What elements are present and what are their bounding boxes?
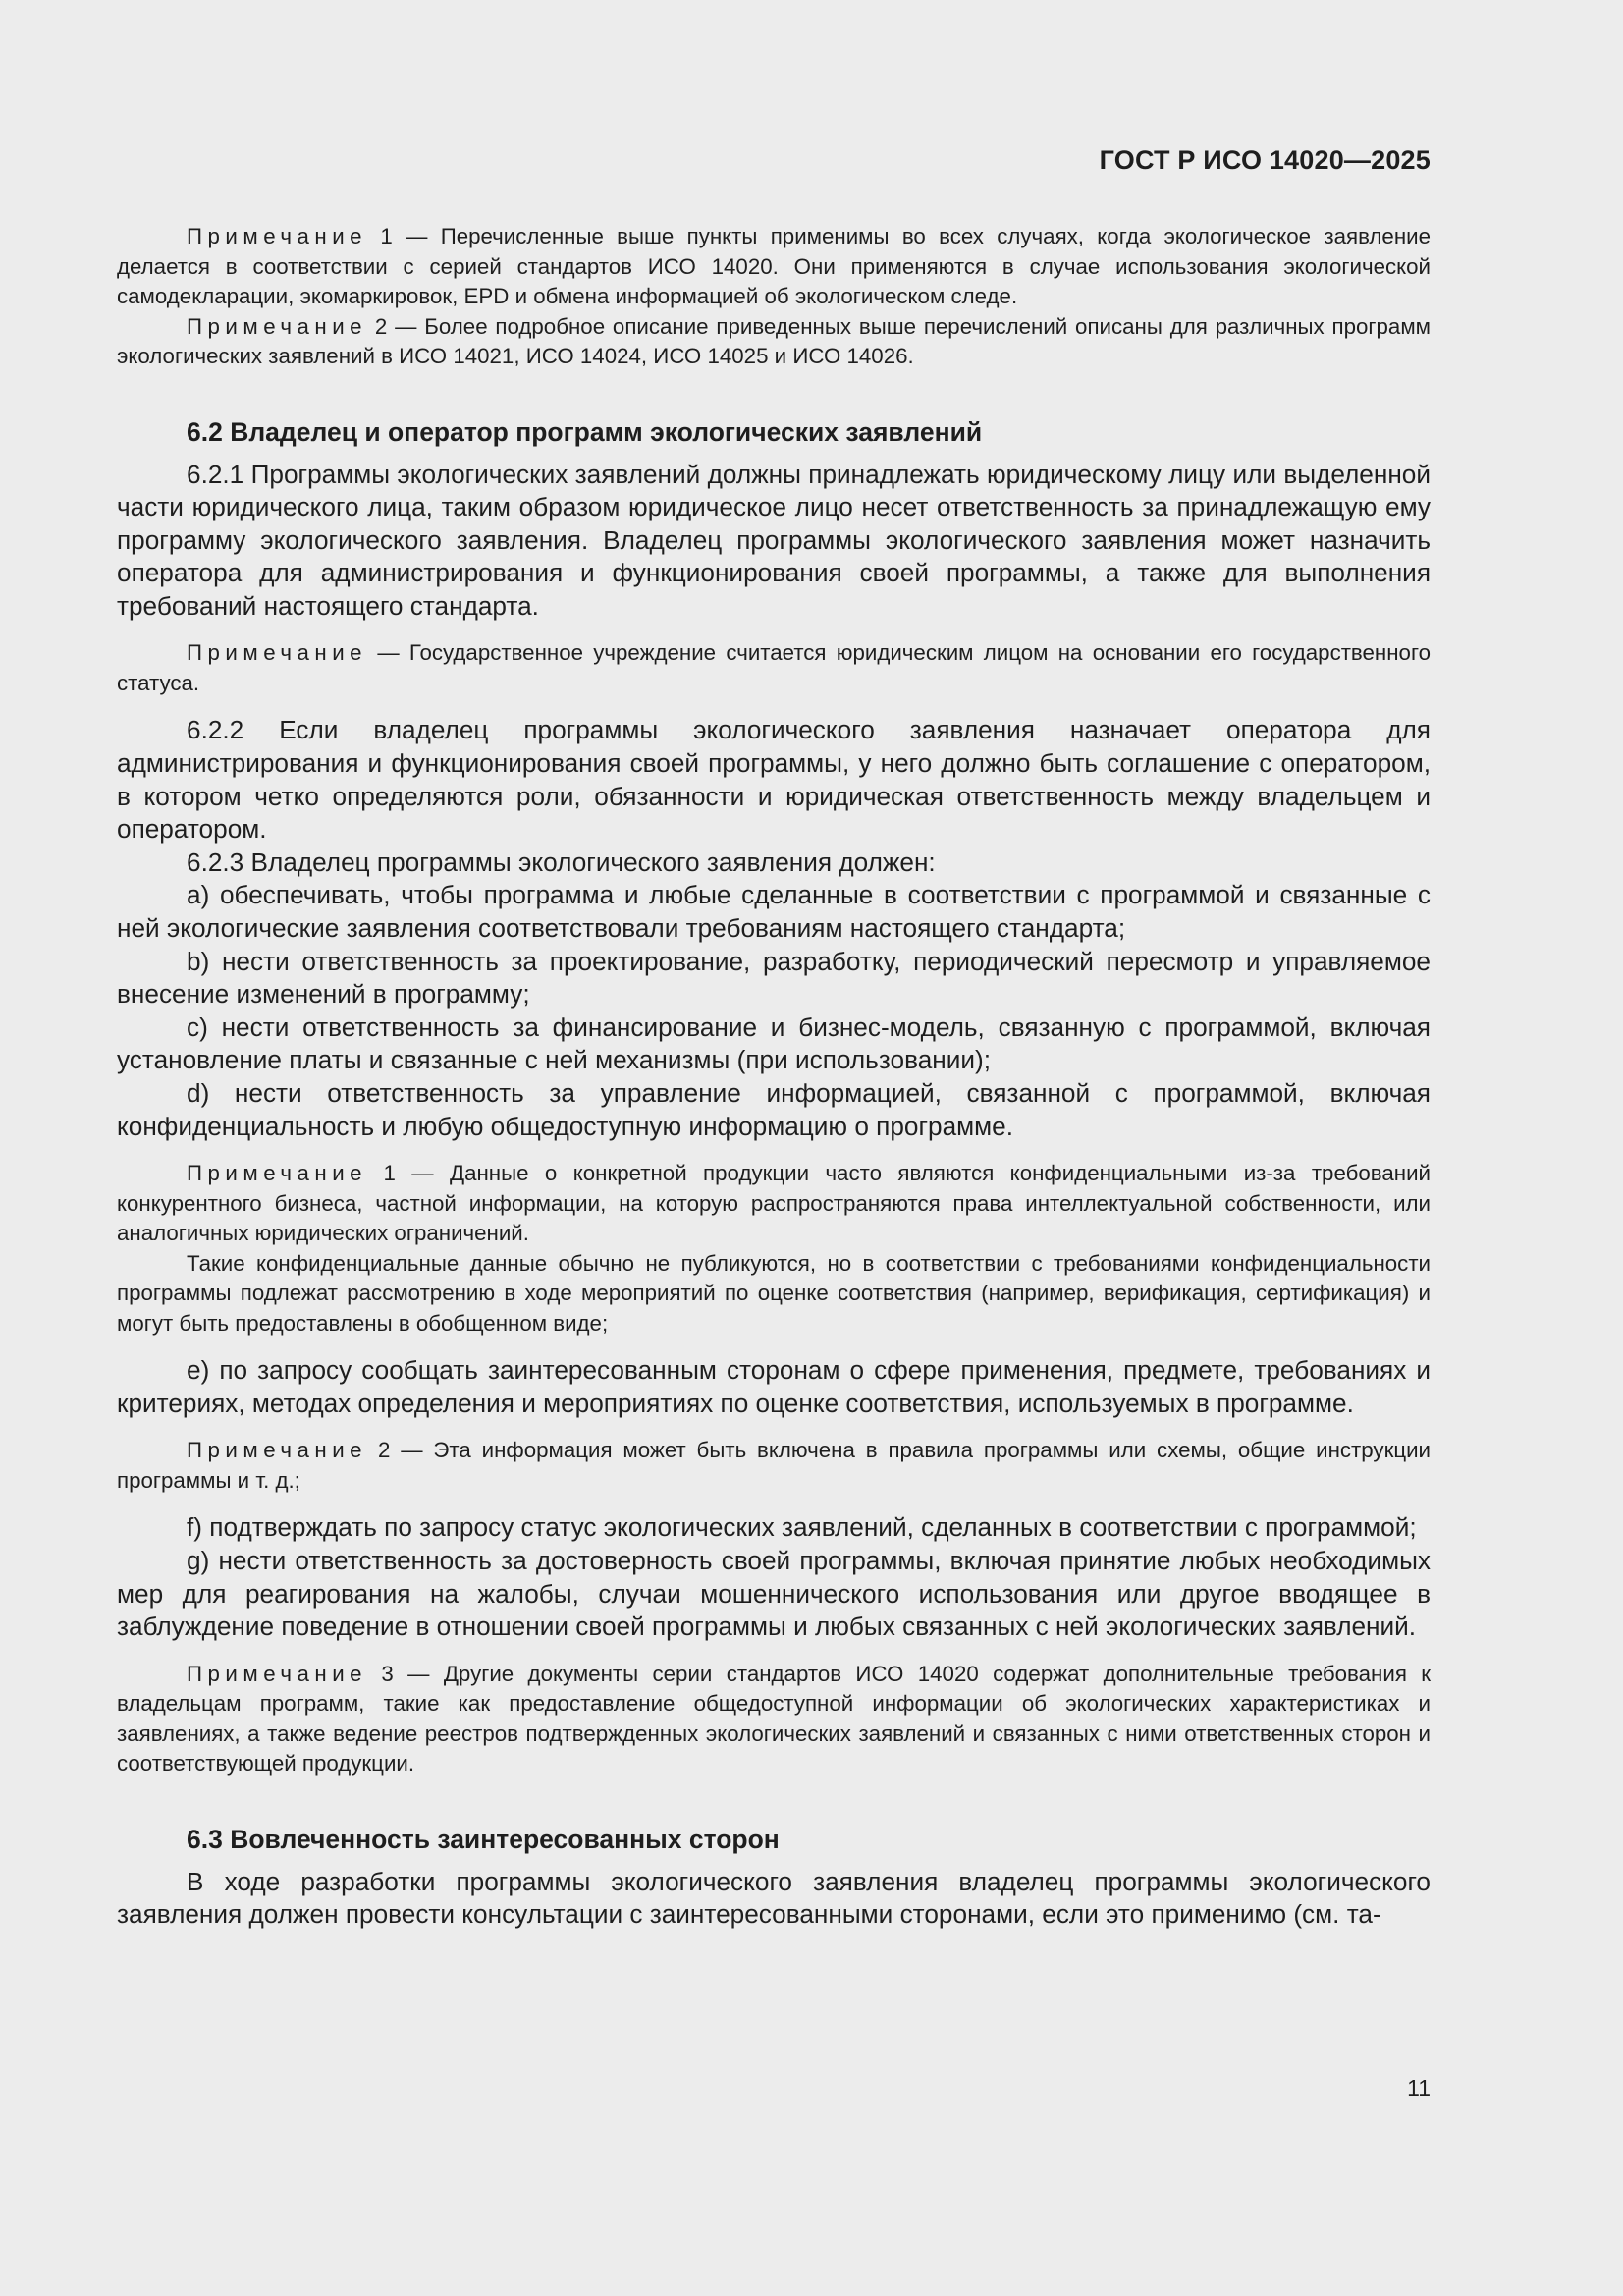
- note-top-2: [117, 312, 1431, 372]
- list-item-e: e) по запросу сообщать заинтересованным сторонам о сфере применения, предмете, требованиях и критериях, методах определения и мероприятиях по оценке соответствия, используемых в программе.: [117, 1355, 1431, 1418]
- note-number: 2: [374, 313, 388, 339]
- note-text: — Другие документы серии стандартов ИСО 14020 содержат дополнительные требования к владельцам программ, такие как предоставление общедоступной информации об экологических характеристиках и заявлениях, а также ведение реестров подтвержденных экологических заявлений и связанных с ними ответственных сторон и соответствующей продукции.: [117, 1661, 1431, 1777]
- note-6-2-3-1: [117, 1159, 1431, 1249]
- paragraph-6-2-1: 6.2.1 Программы экологических заявлений должны принадлежать юридическому лицу или выделенной части юридического лица, таким образом юридическое лицо несет ответственность за принадлежащую ему программу экологического заявления. Владелец программы экологического заявления может назначить оператора для администрирования и функционирования своей программы, а также для выполнения требований настоящего стандарта.: [117, 459, 1431, 621]
- list-item-a: a) обеспечивать, чтобы программа и любые сделанные в соответствии с программой и связанные с ней экологические заявления соответствовали требованиям настоящего стандарта;: [117, 880, 1431, 944]
- note-text: — Перечисленные выше пункты применимы во всех случаях, когда экологическое заявление делается в соответствии с серией стандартов ИСО 14020. Они применяются в случае использования экологической самодекларации, экомаркировок, EPD и обмена информацией об экологическом следе.: [117, 224, 1431, 308]
- section-heading-6-3: 6.3 Вовлеченность заинтересованных сторон: [187, 1824, 780, 1854]
- list-item-c: c) нести ответственность за финансирование и бизнес-модель, связанную с программой, включая установление платы и связанные с ней механизмы (при использовании);: [117, 1011, 1431, 1075]
- note-number: 2: [377, 1438, 391, 1463]
- note-number: 3: [381, 1661, 394, 1686]
- page-content: [117, 222, 1431, 1932]
- note-6-2-3-1-continuation: Такие конфиденциальные данные обычно не публикуются, но в соответствии с требованиями конфиденциальности программы подлежат рассмотрению в ходе мероприятий по оценке соответствия (например, верификация, сертификация) и могут быть предоставлены в обобщенном виде;: [117, 1250, 1431, 1336]
- page-number: 11: [1407, 2075, 1431, 2101]
- note-label: Примечание: [187, 1161, 368, 1186]
- note-label: Примечание: [187, 1661, 368, 1686]
- note-text: — Государственное учреждение считается юридическим лицом на основании его государственного статуса.: [117, 640, 1431, 695]
- list-item-d: d) нести ответственность за управление информацией, связанной с программой, включая конфиденциальность и любую общедоступную информацию о программе.: [117, 1078, 1431, 1141]
- paragraph-6-2-2: 6.2.2 Если владелец программы экологического заявления назначает оператора для администрирования и функционирования своей программы, у него должно быть соглашение с оператором, в котором четко определяются роли, обязанности и юридическая ответственность между владельцем и оператором.: [117, 715, 1431, 845]
- note-text: — Более подробное описание приведенных выше перечислений описаны для различных программ экологических заявлений в ИСО 14021, ИСО 14024, ИСО 14025 и ИСО 14026.: [117, 313, 1431, 368]
- note-label: Примечание: [187, 313, 368, 339]
- list-item-b: b) нести ответственность за проектирование, разработку, периодический пересмотр и управляемое внесение изменений в программу;: [117, 946, 1431, 1010]
- note-top-1: [117, 222, 1431, 312]
- note-label: Примечание: [187, 224, 368, 248]
- paragraph-6-2-3: 6.2.3 Владелец программы экологического заявления должен:: [187, 847, 936, 877]
- note-6-2-3-2: [117, 1436, 1431, 1496]
- section-heading-6-2: 6.2 Владелец и оператор программ экологических заявлений: [187, 416, 983, 447]
- note-number: 1: [383, 1161, 396, 1186]
- note-number: 1: [380, 224, 393, 248]
- note-text: — Данные о конкретной продукции часто являются конфиденциальными из-за требований конкурентного бизнеса, частной информации, на которую распространяются права интеллектуальной собственности, или аналогичных юридических ограничений.: [117, 1161, 1431, 1246]
- note-6-2: [117, 638, 1431, 698]
- list-item-f: f) подтверждать по запросу статус экологических заявлений, сделанных в соответствии с программой;: [187, 1512, 1417, 1543]
- note-label: Примечание: [187, 640, 368, 666]
- document-page: [117, 0, 1431, 2296]
- note-label: Примечание: [187, 1438, 368, 1463]
- document-id-header: ГОСТ Р ИСО 14020—2025: [1099, 145, 1431, 175]
- note-text: — Эта информация может быть включена в правила программы или схемы, общие инструкции программы и т. д.;: [117, 1438, 1431, 1493]
- paragraph-6-3: В ходе разработки программы экологического заявления владелец программы экологического заявления должен провести консультации с заинтересованными сторонами, если это применимо (см. та-: [117, 1866, 1431, 1930]
- note-6-2-3-3: [117, 1660, 1431, 1779]
- list-item-g: g) нести ответственность за достоверность своей программы, включая принятие любых необходимых мер для реагирования на жалобы, случаи мошеннического использования или другое вводящее в заблуждение поведение в отношении своей программы и любых связанных с ней экологических заявлений.: [117, 1545, 1431, 1642]
